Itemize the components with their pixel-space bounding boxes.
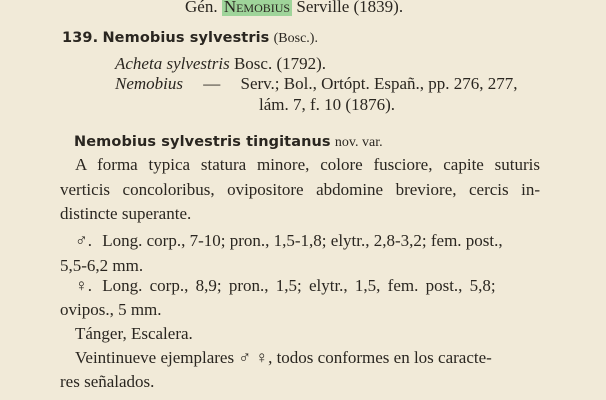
synonym-1 [115,54,326,74]
male-symbol: ♂. [75,231,92,250]
specimens-line-2: res señalados. [60,372,155,391]
genus-name: Nemobius [222,0,292,16]
synonym-2-ref: Serv.; Bol., Ortópt. Españ., pp. 276, 277, [240,74,518,93]
female-symbol: ♀. [75,276,92,295]
genus-header [185,0,403,17]
synonym-2-name: Nemobius [115,74,183,93]
synonym-2 [115,74,518,94]
variety-name: Nemobius sylvestris tingitanus [74,134,331,150]
description-line-1: A forma typica statura minore, colore fusciore, capite suturis [75,155,540,174]
female-measures-line-2: ovipos., 5 mm. [60,300,162,319]
male-measures-line-1 [75,231,503,251]
female-measures-text: Long. corp., 8,9; pron., 1,5; elytr., 1,5, fem. post., 5,8; [102,276,496,295]
description-line-2: verticis concoloribus, ovipositore abdomine breviore, cercis in- [60,180,540,199]
species-number: 139. [62,30,99,46]
specimens-line-1: Veintinueve ejemplares ♂ ♀, todos conformes en los caracte- [75,348,492,367]
variety-note: nov. var. [334,135,383,150]
species-heading [62,27,318,49]
male-measures-text: Long. corp., 7-10; pron., 1,5-1,8; elytr., 2,8-3,2; fem. post., [102,231,503,250]
locality: Tánger, Escalera. [75,324,193,343]
genus-author-year: Serville (1839). [296,0,404,16]
synonym-2-continued [259,95,395,115]
synonym-1-name: Acheta sylvestris [115,54,230,73]
male-measures-line-2: 5,5-6,2 mm. [60,256,144,275]
variety-heading [74,131,383,153]
species-name: Nemobius sylvestris [102,30,270,46]
synonym-2-ref2: lám. 7, f. 10 (1876). [259,95,395,114]
genus-prefix: Gén. [185,0,218,16]
synonym-2-dash: — [203,74,221,93]
synonym-1-ref: Bosc. (1792). [233,54,327,73]
female-measures-line-1 [75,276,496,296]
species-author: (Bosc.). [273,31,318,46]
description-line-3: distincte superante. [60,204,192,223]
